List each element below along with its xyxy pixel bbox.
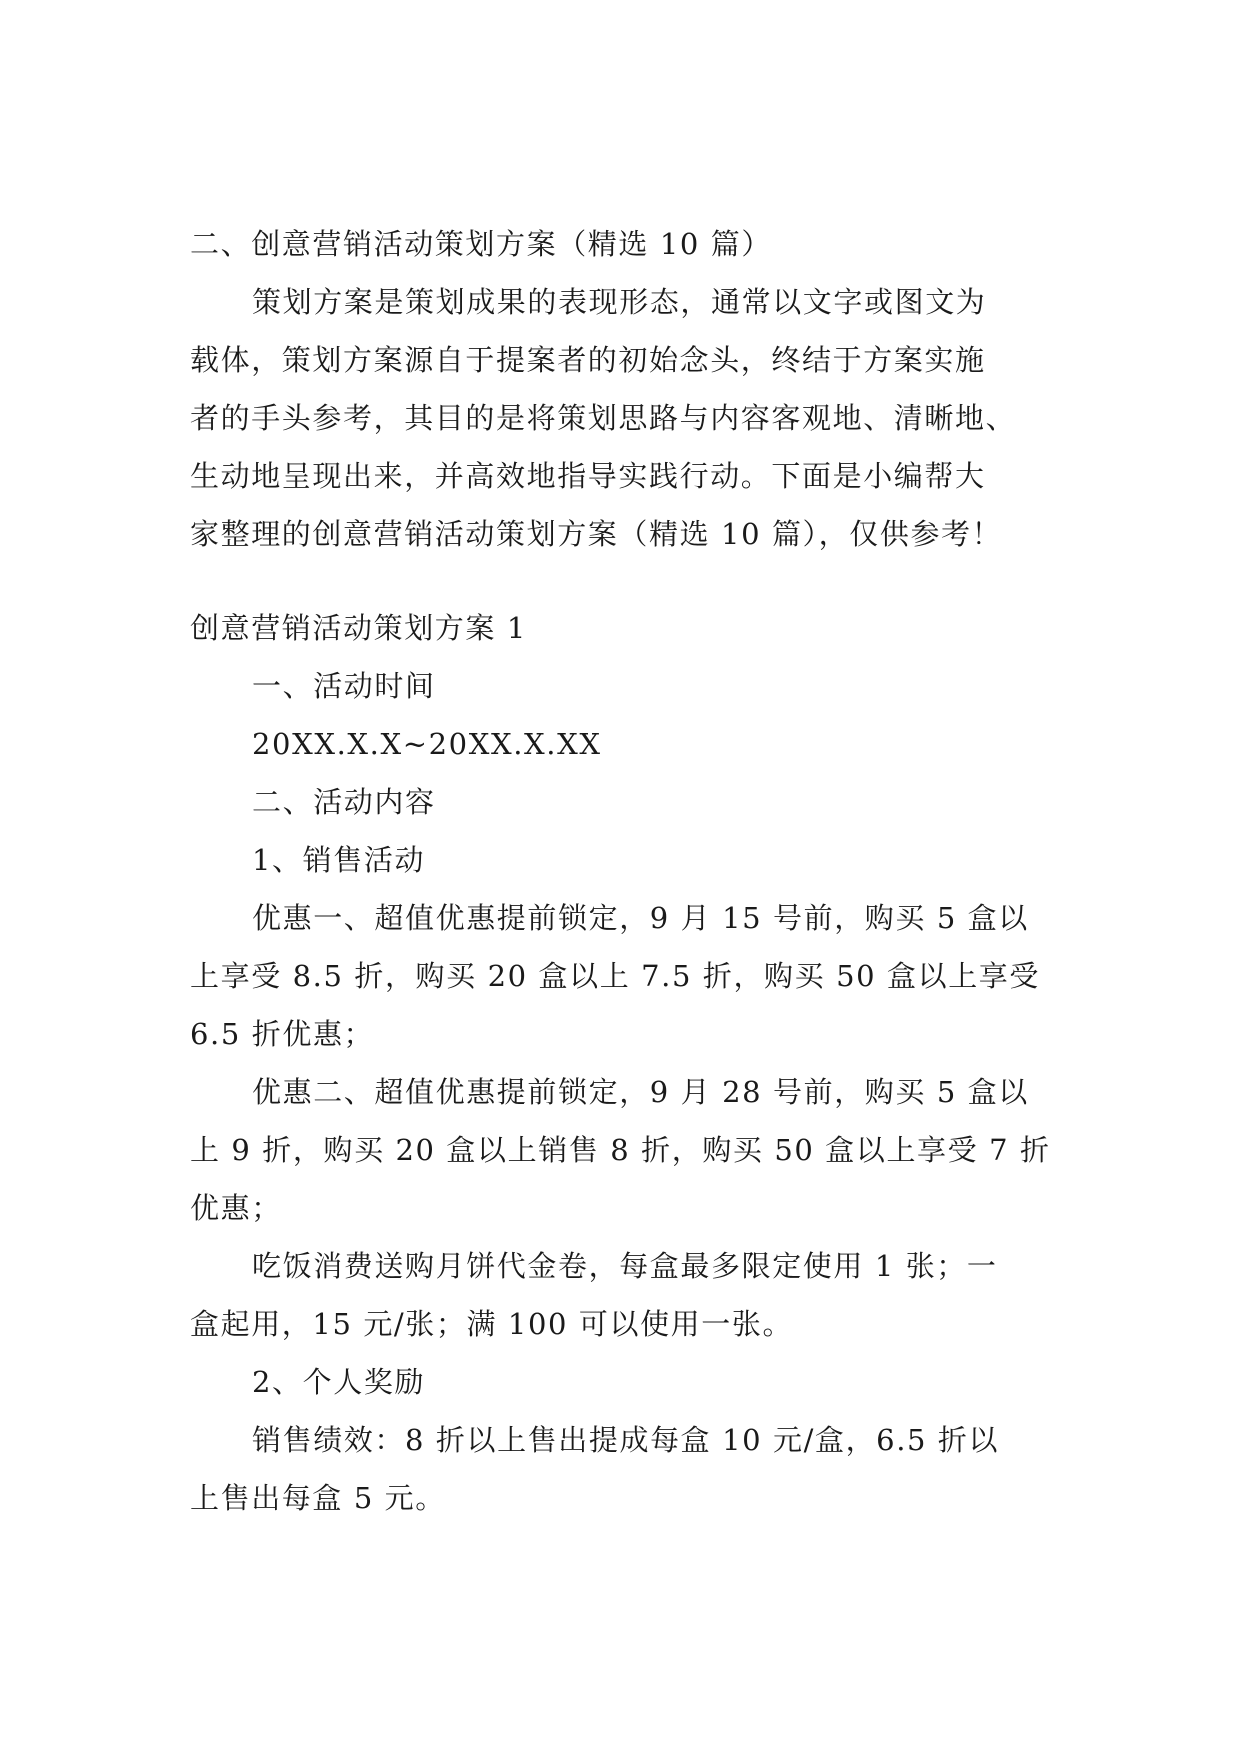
intro-line: 策划方案是策划成果的表现形态，通常以文字或图文为 — [252, 285, 987, 319]
personal-reward-title: 2、个人奖励 — [252, 1365, 426, 1399]
document-heading: 二、创意营销活动策划方案（精选 10 篇） — [190, 227, 772, 261]
voucher-line: 盒起用，15 元/张；满 100 可以使用一张。 — [190, 1307, 794, 1341]
offer-two-line: 优惠二、超值优惠提前锁定，9 月 28 号前，购买 5 盒以 — [252, 1075, 1029, 1109]
intro-line: 生动地呈现出来，并高效地指导实践行动。下面是小编帮大 — [190, 459, 986, 493]
document-body — [190, 215, 1052, 1527]
offer-one-line: 优惠一、超值优惠提前锁定，9 月 15 号前，购买 5 盒以 — [252, 901, 1029, 935]
intro-line: 载体，策划方案源自于提案者的初始念头，终结于方案实施 — [190, 343, 986, 377]
intro-paragraph — [190, 273, 1052, 563]
offer-one-line: 6.5 折优惠； — [190, 1017, 375, 1051]
offer-one-paragraph — [190, 889, 1052, 1063]
intro-line: 者的手头参考，其目的是将策划思路与内容客观地、清晰地、 — [190, 401, 1017, 435]
offer-one-line: 上享受 8.5 折，购买 20 盒以上 7.5 折，购买 50 盒以上享受 — [190, 959, 1040, 993]
activity-time-title: 一、活动时间 — [252, 669, 436, 703]
offer-two-line: 优惠； — [190, 1191, 282, 1225]
voucher-paragraph — [190, 1237, 1052, 1353]
offer-two-line: 上 9 折，购买 20 盒以上销售 8 折，购买 50 盒以上享受 7 折 — [190, 1133, 1051, 1167]
performance-line: 上售出每盒 5 元。 — [190, 1481, 446, 1515]
voucher-line: 吃饭消费送购月饼代金卷，每盒最多限定使用 1 张；一 — [252, 1249, 998, 1283]
intro-line: 家整理的创意营销活动策划方案（精选 10 篇），仅供参考！ — [190, 517, 1003, 551]
performance-paragraph — [190, 1411, 1052, 1527]
section-title: 创意营销活动策划方案 1 — [190, 611, 527, 645]
sales-activity-title: 1、销售活动 — [252, 843, 426, 877]
offer-two-paragraph — [190, 1063, 1052, 1237]
activity-time-value: 20XX.X.X~20XX.X.XX — [252, 727, 602, 761]
performance-line: 销售绩效：8 折以上售出提成每盒 10 元/盒，6.5 折以 — [252, 1423, 1000, 1457]
section-gap — [190, 563, 1052, 599]
activity-content-title: 二、活动内容 — [252, 785, 436, 819]
